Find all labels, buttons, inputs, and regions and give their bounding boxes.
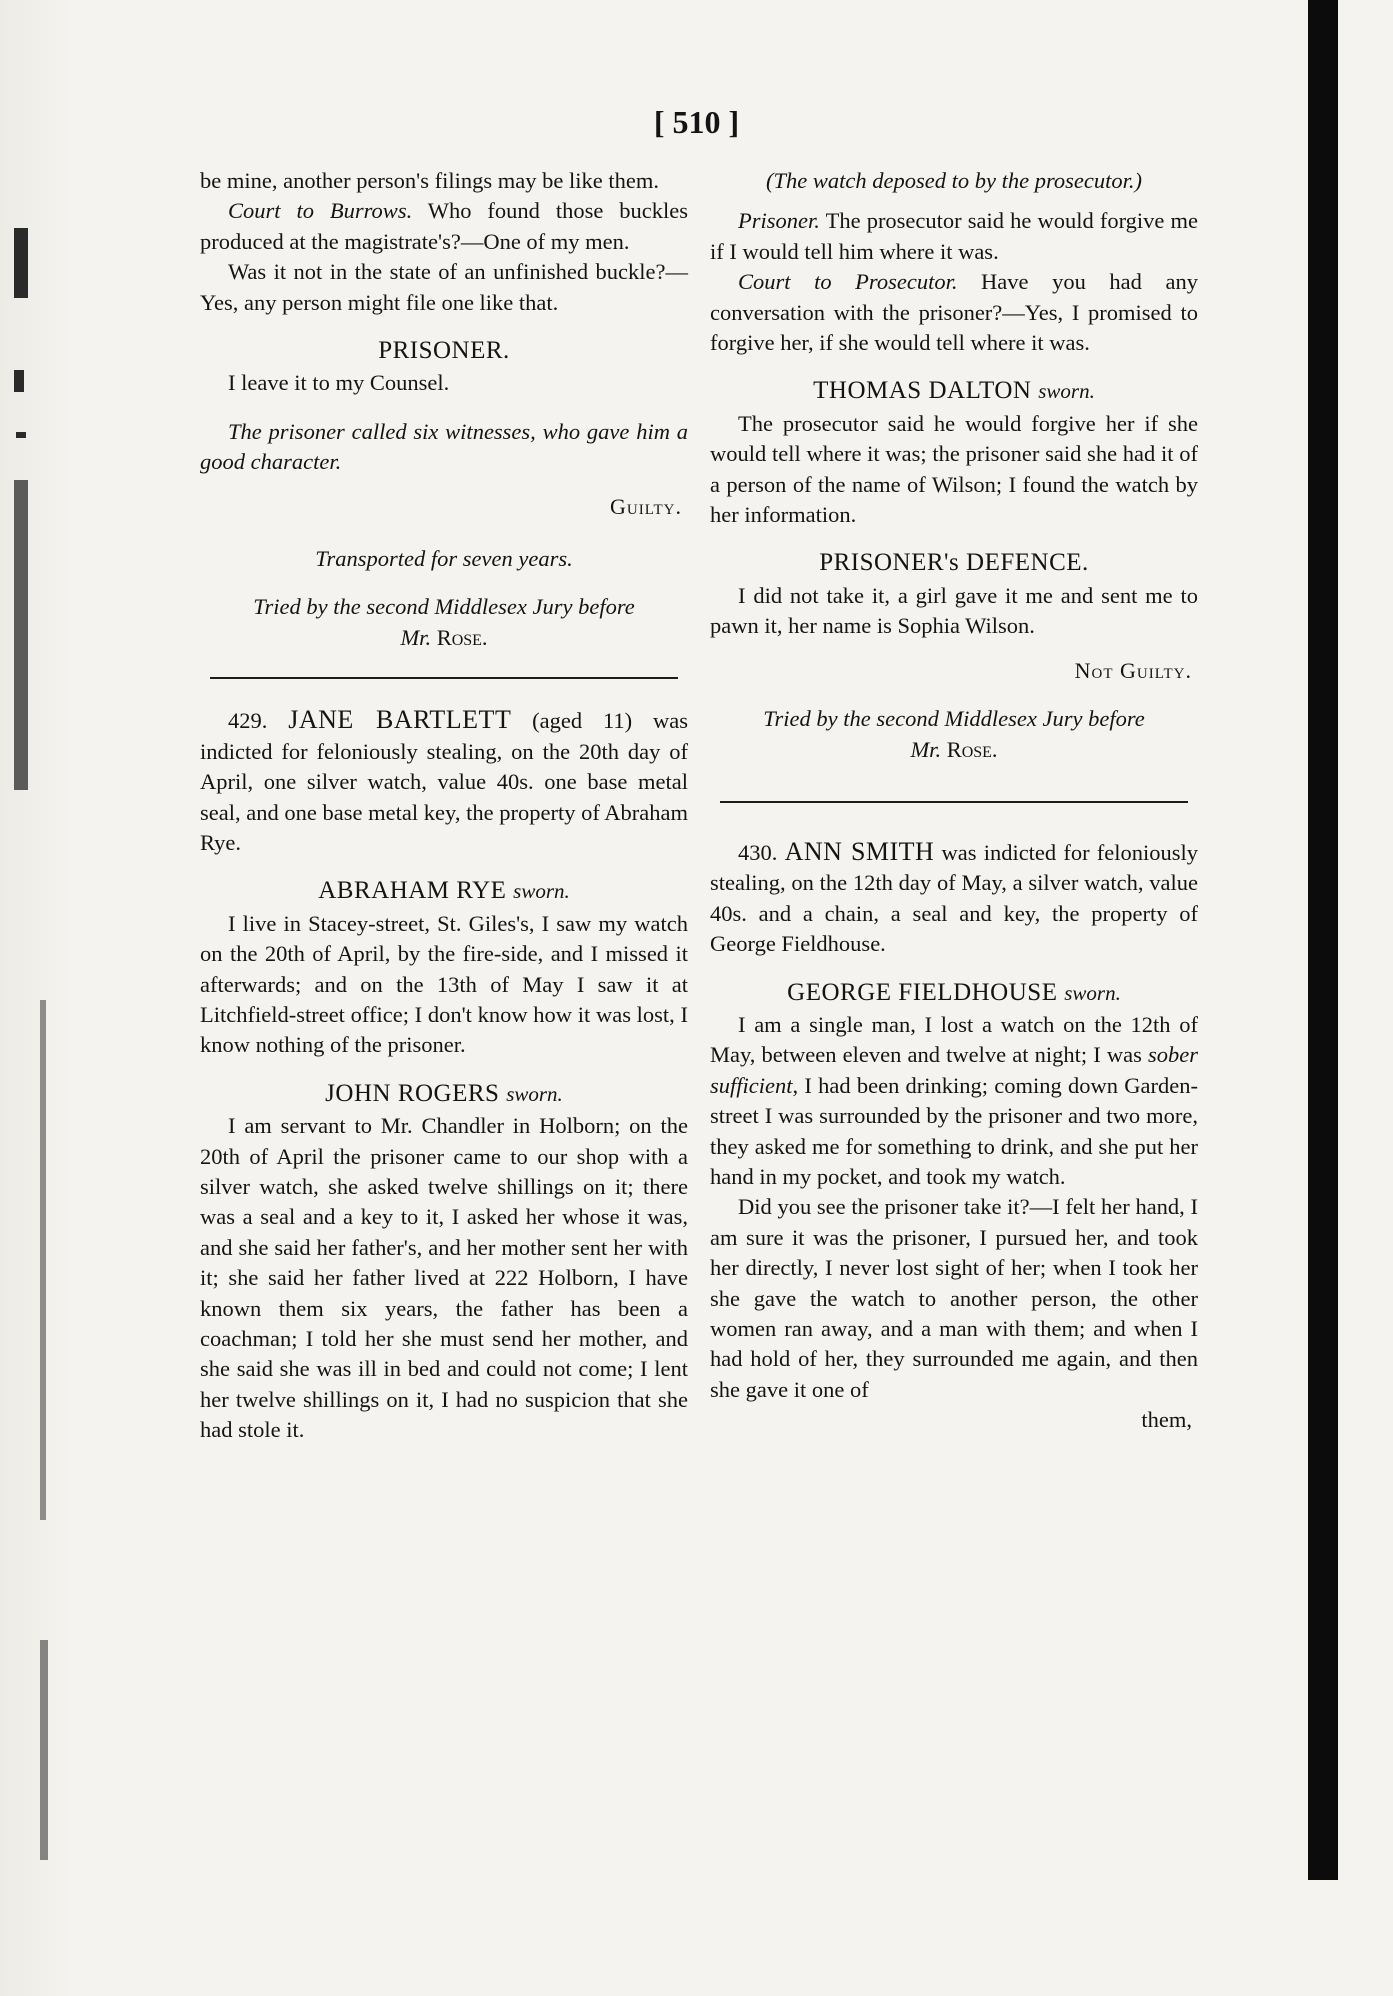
paragraph-text: The prosecutor said he would forgive me if I would tell him where it was. [710, 208, 1198, 264]
paragraph [200, 196, 688, 257]
speaker-label: Court to Prosecutor. [738, 269, 958, 295]
sworn-label: sworn. [1064, 980, 1121, 1005]
jury-note [710, 704, 1198, 765]
page-number: [ 510 ] [653, 104, 740, 140]
witness-name: GEORGE FIELDHOUSE [787, 978, 1058, 1006]
paragraph-italic: sober sufficient [710, 1042, 1198, 1098]
sworn-label: sworn. [513, 879, 570, 904]
paragraph-text: , I had been drinking; coming down Garden-street I was surrounded by the prisoner and two more, they asked me for something to drink, and she put her hand in my pocket, and took my watch. [710, 1072, 1198, 1189]
judge-title: Mr. [400, 624, 432, 650]
page-binding-edge [1308, 0, 1338, 1880]
verdict [200, 492, 688, 522]
paragraph-text: I am a single man, I lost a watch on the 12th of May, between eleven and twelve at night; I was [710, 1011, 1198, 1068]
scan-artifact [14, 480, 28, 790]
scan-artifact [14, 370, 24, 392]
paragraph [710, 267, 1198, 358]
jury-text: Tried by the second Middlesex Jury before [763, 706, 1145, 732]
paragraph: The prosecutor said he would forgive her if she would tell where it was; the prisoner said she had it of a person of the name of Wilson; I found the watch by her information. [710, 410, 1198, 528]
paragraph: I did not take it, a girl gave it me and sent me to pawn it, her name is Sophia Wilson. [710, 582, 1198, 639]
witness-name: THOMAS DALTON [813, 377, 1032, 405]
verdict-text: Guilty. [610, 493, 682, 519]
scan-margin [0, 0, 70, 1996]
witness-name: ABRAHAM RYE [318, 877, 507, 905]
right-column [710, 166, 1198, 1436]
sworn-label: sworn. [1038, 379, 1095, 404]
witness-heading [710, 376, 1198, 406]
paragraph-text: Who found those buckles produced at the magistrate's?—One of my men. [200, 198, 688, 254]
paragraph: (The watch deposed to by the prosecutor.) [766, 168, 1142, 193]
jury-note [200, 592, 688, 653]
speaker-label: Court to Burrows. [228, 198, 413, 224]
sworn-label: sworn. [506, 1081, 563, 1106]
scan-artifact [40, 1640, 48, 1860]
verdict-text: Not Guilty. [1074, 657, 1192, 683]
divider [720, 801, 1188, 803]
divider [210, 677, 678, 679]
paragraph: I leave it to my Counsel. [228, 370, 450, 396]
paragraph-text: Have you had any conversation with the prisoner?—Yes, I promised to forgive her, if she would tell where it was. [710, 269, 1198, 356]
paragraph [710, 1010, 1198, 1192]
speaker-label: Prisoner. [738, 208, 820, 234]
case-number: 430. [738, 839, 778, 865]
verdict [710, 656, 1198, 686]
paragraph: Did you see the prisoner take it?—I felt her hand, I am sure it was the prisoner, I pursued her, and took her directly, I never lost sight of her; when I took her she gave the watch to another person, the other women ran away, and a man with them; and when I had hold of her, they surrounded me again, and then she gave it one of [710, 1194, 1198, 1402]
paragraph [710, 206, 1198, 267]
defendant-name: JANE BARTLETT [288, 705, 512, 735]
judge-name: Rose. [436, 624, 488, 650]
judge-title: Mr. [910, 736, 942, 762]
case-opening [200, 705, 688, 858]
scan-artifact [14, 228, 28, 298]
catchword: them, [1141, 1407, 1192, 1433]
paragraph: Was it not in the state of an unfinished buckle?—Yes, any person might file one like that. [200, 259, 688, 315]
scan-artifact [40, 1000, 46, 1520]
paragraph: I am servant to Mr. Chandler in Holborn; on the 20th of April the prisoner came to our shop with a silver watch, she asked twelve shillings on it; there was a seal and a key to it, I asked her whose it was, and she said her father's, and her mother sent her with it; she said her father lived at 222 Holborn, I have known them six years, the father has been a coachman; I told her she must send her mother, and she said she was ill in bed and could not come; I lent her twelve shillings on it, I had no suspicion that she had stole it. [200, 1113, 688, 1443]
case-opening [710, 837, 1198, 960]
sentence: Transported for seven years. [315, 546, 573, 572]
case-text: (aged 11) was indicted for feloniously stealing, on the 20th day of April, one silver watch, value 40s. one base metal seal, and one base metal key, the property of Abraham Rye. [200, 708, 688, 855]
case-number: 429. [228, 708, 268, 734]
paragraph: be mine, another person's filings may be like them. [200, 168, 659, 193]
jury-text: Tried by the second Middlesex Jury before [253, 594, 635, 620]
case-text: was indicted for feloniously stealing, on the 12th day of May, a silver watch, value 40s. and a chain, a seal and key, the property of George Fieldhouse. [710, 839, 1198, 957]
section-heading: PRISONER. [378, 337, 510, 365]
witness-heading [200, 1079, 688, 1109]
left-column [200, 166, 688, 1446]
witness-name: JOHN ROGERS [325, 1079, 500, 1107]
paragraph: I live in Stacey-street, St. Giles's, I saw my watch on the 20th of April, by the fire-side, and I missed it afterwards; and on the 13th of May I saw it at Litchfield-street office; I don't know how it was lost, I know nothing of the prisoner. [200, 910, 688, 1058]
judge-name: Rose. [946, 736, 998, 762]
section-heading: PRISONER's DEFENCE. [819, 549, 1089, 577]
defendant-name: ANN SMITH [784, 836, 935, 866]
paragraph: The prisoner called six witnesses, who gave him a good character. [200, 418, 688, 475]
scan-artifact [16, 432, 26, 438]
witness-heading [200, 876, 688, 906]
witness-heading [710, 978, 1198, 1008]
